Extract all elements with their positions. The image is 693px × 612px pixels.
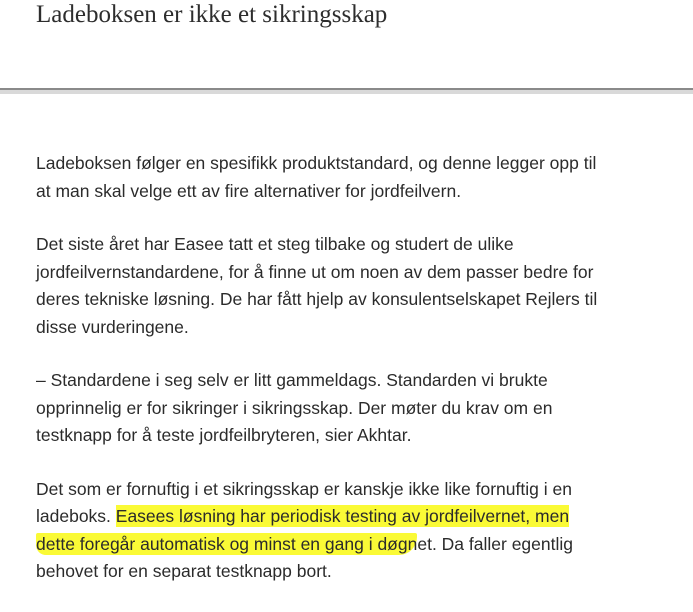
text-line — [36, 531, 656, 559]
paragraph-3 — [36, 367, 656, 450]
paragraph-1 — [36, 150, 656, 205]
text-line: Det siste året har Easee tatt et steg tilbake og studert de ulike — [36, 234, 514, 254]
text-line: jordfeilvernstandardene, for å finne ut om noen av dem passer bedre for — [36, 261, 594, 282]
text-segment: et. Da faller egentlig — [417, 533, 573, 554]
text-line — [36, 503, 656, 531]
text-line: Det som er fornuftig i et sikringsskap er kanskje ikke like fornuftig i en — [36, 478, 572, 499]
text-line: disse vurderingene. — [36, 316, 189, 337]
text-line: behovet for en separat testknapp bort. — [36, 561, 332, 581]
article-body — [36, 150, 656, 612]
text-line: deres tekniske løsning. De har fått hjelp av konsulentselskapet Rejlers til — [36, 289, 598, 309]
text-line: Ladeboksen følger en spesifikk produktstandard, og denne legger opp til — [36, 153, 597, 173]
highlighted-text: Easees løsning har periodisk testing av jordfeilvernet, men — [115, 506, 570, 526]
text-segment: ladeboks. — [36, 506, 116, 526]
text-line: testknapp for å teste jordfeilbryteren, sier Akhtar. — [36, 425, 412, 445]
text-line: – Standardene i seg selv er litt gammeldags. Standarden vi brukte — [36, 370, 548, 390]
paragraph-4 — [36, 476, 656, 586]
article-title: Ladeboksen er ikke et sikringsskap — [36, 1, 388, 28]
text-line: at man skal velge ett av fire alternativer for jordfeilvern. — [36, 180, 462, 201]
paragraph-2 — [36, 231, 656, 341]
header-divider — [0, 88, 693, 94]
text-line: opprinnelig er for sikringer i sikringsskap. Der møter du krav om en — [36, 397, 553, 418]
highlighted-text: dette foregår automatisk og minst en gang i døgn — [36, 533, 418, 554]
